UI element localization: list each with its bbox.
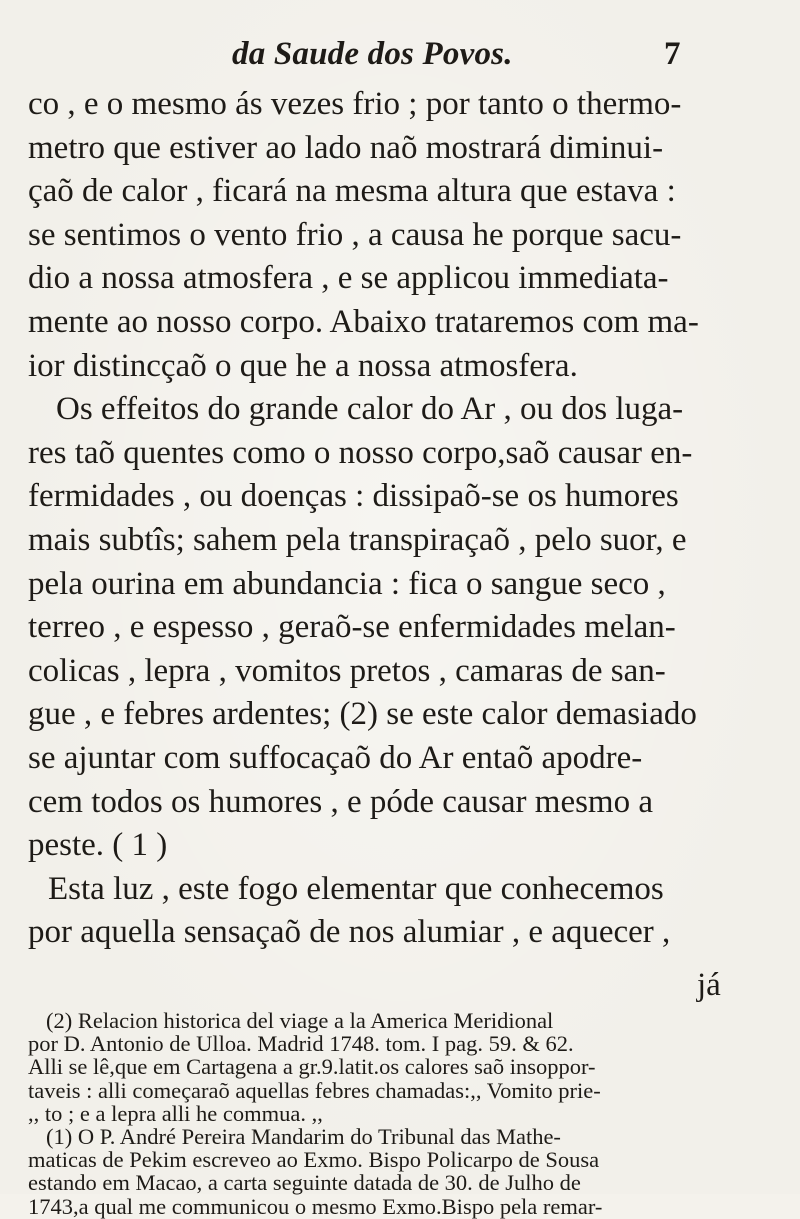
text-line: res taõ quentes como o nosso corpo,saõ causar en- xyxy=(28,434,693,471)
footnotes xyxy=(28,1009,790,1218)
text-line: gue , e febres ardentes; (2) se este calor demasiado xyxy=(28,696,697,733)
text-line: cem todos os humores , e póde causar mesmo a xyxy=(28,783,654,820)
page-header xyxy=(0,36,800,80)
text-line: peste. ( 1 ) xyxy=(28,827,168,864)
text-line: mente ao nosso corpo. Abaixo trataremos com ma- xyxy=(28,303,699,340)
text-line: por aquella sensaçaõ de nos alumiar , e aquecer , xyxy=(28,914,671,951)
footnote-line: por D. Antonio de Ulloa. Madrid 1748. tom. I pag. 59. & 62. xyxy=(28,1031,574,1057)
footnote-line: (2) Relacion historica del viage a la America Meridional xyxy=(46,1008,554,1033)
catchword: já xyxy=(697,967,721,1003)
text-line: pela ourina em abundancia : fica o sangue seco , xyxy=(28,565,666,602)
text-line: dio a nossa atmosfera , e se applicou immediata- xyxy=(28,260,669,297)
text-line: ior distincçaõ o que he a nossa atmosfera. xyxy=(28,347,578,384)
paragraph-start-line: Os effeitos do grande calor do Ar , ou dos luga- xyxy=(56,391,684,428)
running-head: da Saude dos Povos. xyxy=(232,36,513,72)
text-line: çaõ de calor , ficará na mesma altura que estava : xyxy=(28,173,676,210)
footnote-line: ,, to ; e a lepra alli he commua. ,, xyxy=(28,1100,323,1126)
text-line: se ajuntar com suffocaçaõ do Ar entaõ apodre- xyxy=(28,739,643,776)
footnote-line: maticas de Pekim escreveo ao Exmo. Bispo Policarpo de Sousa xyxy=(28,1147,600,1173)
text-line: terreo , e espesso , geraõ-se enfermidades melan- xyxy=(28,609,676,646)
text-line: colicas , lepra , vomitos pretos , camaras de san- xyxy=(28,652,666,689)
text-line: co , e o mesmo ás vezes frio ; por tanto o thermo- xyxy=(28,86,682,122)
footnote-line: Alli se lê,que em Cartagena a gr.9.latit.os calores saõ insoppor- xyxy=(28,1054,596,1080)
text-line: fermidades , ou doenças : dissipaõ-se os humores xyxy=(28,478,679,515)
text-line: metro que estiver ao lado naõ mostrará diminui- xyxy=(28,129,664,166)
main-text xyxy=(28,83,786,955)
text-line: se sentimos o vento frio , a causa he porque sacu- xyxy=(28,216,682,253)
paragraph-start-line: Esta luz , este fogo elementar que conhecemos xyxy=(48,870,664,907)
footnote-line: 1743,a qual me communicou o mesmo Exmo.Bispo pela remar- xyxy=(28,1193,603,1219)
footnote-line: (1) O P. André Pereira Mandarim do Tribunal das Mathe- xyxy=(46,1123,561,1149)
footnote-line: estando em Macao, a carta seguinte datada de 30. de Julho de xyxy=(28,1170,581,1196)
footnote-line: taveis : alli começaraõ aquellas febres chamadas:,, Vomito prie- xyxy=(28,1077,601,1103)
text-line: mais subtîs; sahem pela transpiraçaõ , pelo suor, e xyxy=(28,521,687,558)
page-number: 7 xyxy=(664,36,681,72)
